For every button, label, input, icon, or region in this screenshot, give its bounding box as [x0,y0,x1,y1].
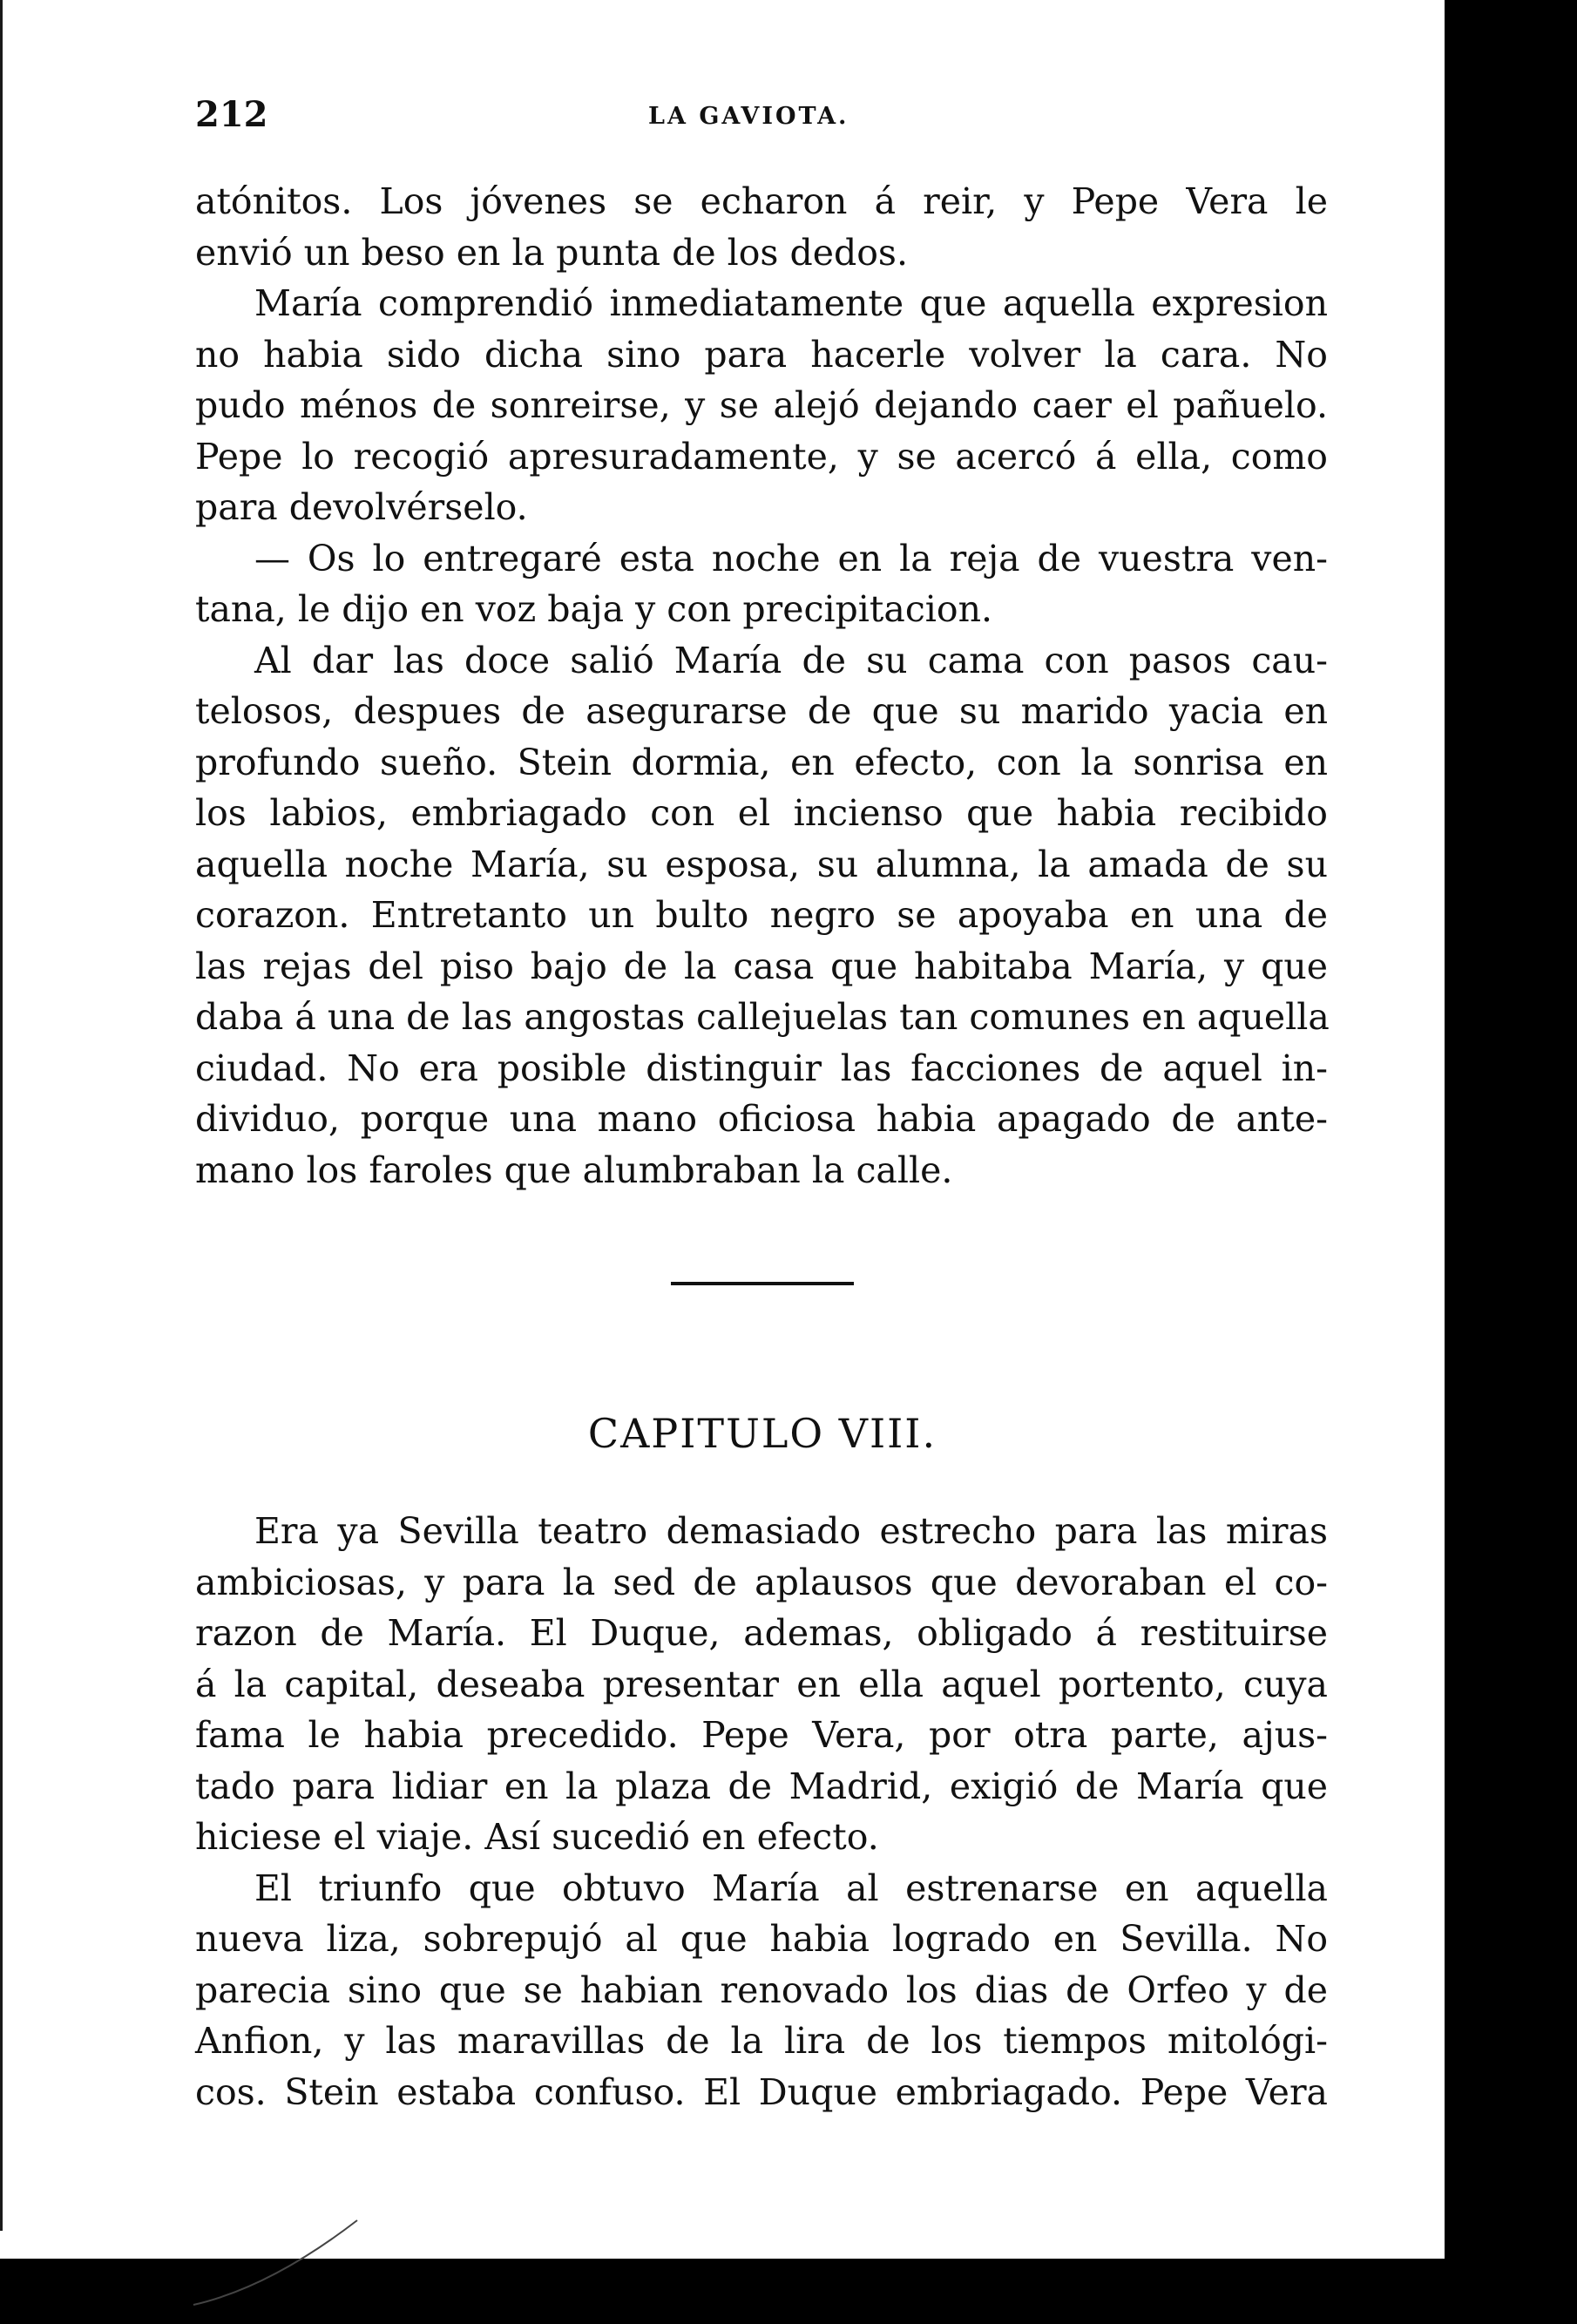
text-line: María comprendió inmediatamente que aquella expresion [254,282,1328,324]
text-line: corazon. Entretanto un bulto negro se apoyaba en una de [195,894,1328,936]
text-line: — Os lo entregaré esta noche en la reja de vuestra ven- [254,537,1328,579]
text-line: á la capital, deseaba presentar en ella aquel portento, cuya [195,1663,1328,1705]
text-line: nueva liza, sobrepujó al que habia logrado en Sevilla. No [195,1918,1328,1960]
text-line: para devolvérselo. [195,486,528,528]
text-line: telosos, despues de asegurarse de que su marido yacia en [195,690,1328,732]
text-line: Era ya Sevilla teatro demasiado estrecho para las miras [254,1510,1328,1552]
text-line: Pepe lo recogió apresuradamente, y se acercó á ella, como [195,435,1328,478]
pencil-stroke-mark [192,2213,366,2309]
text-line: las rejas del piso bajo de la casa que habitaba María, y que [195,945,1328,987]
text-line: no habia sido dicha sino para hacerle volver la cara. No [195,333,1328,376]
text-line: razon de María. El Duque, ademas, obligado á restituirse [195,1612,1328,1654]
page-header [195,94,1328,146]
text-line: profundo sueño. Stein dormia, en efecto, con la sonrisa en [195,741,1328,783]
text-line: Anfion, y las maravillas de la lira de los tiempos mitológi- [195,2020,1328,2062]
text-line: El triunfo que obtuvo María al estrenarse en aquella [254,1867,1328,1909]
text-line: pudo ménos de sonreirse, y se alejó dejando caer el pañuelo. [195,384,1328,426]
chapter-heading: CAPITULO VIII. [587,1410,937,1457]
text-line: tana, le dijo en voz baja y con precipitacion. [195,588,993,630]
text-line: daba á una de las angostas callejuelas tan comunes en aquella [195,996,1330,1038]
text-line: atónitos. Los jóvenes se echaron á reir, y Pepe Vera le [195,180,1328,222]
text-line: aquella noche María, su esposa, su alumna, la amada de su [195,843,1328,885]
page-number: 212 [195,94,268,135]
text-line: dividuo, porque una mano oficiosa habia apagado de ante- [195,1098,1328,1140]
scan-edge-right [1445,0,1577,2324]
body-text-top [195,176,1328,1196]
scan-edge-left [0,0,3,2231]
running-head: LA GAVIOTA. [648,103,849,130]
text-line: tado para lidiar en la plaza de Madrid, exigió de María que [195,1765,1328,1807]
text-line: ambiciosas, y para la sed de aplausos que devoraban el co- [195,1561,1328,1603]
text-line: cos. Stein estaba confuso. El Duque embriagado. Pepe Vera [195,2070,1328,2113]
text-line: Al dar las doce salió María de su cama con pasos cau- [254,639,1328,681]
text-line: los labios, embriagado con el incienso que habia recibido [195,792,1328,834]
text-line: mano los faroles que alumbraban la calle. [195,1148,953,1191]
body-text-chapter [195,1506,1328,2117]
text-line: fama le habia precedido. Pepe Vera, por otra parte, ajus- [195,1714,1328,1756]
text-line: ciudad. No era posible distinguir las facciones de aquel in- [195,1047,1328,1089]
text-line: parecia sino que se habian renovado los dias de Orfeo y de [195,1968,1328,2011]
text-line: envió un beso en la punta de los dedos. [195,231,908,274]
section-divider [671,1282,854,1285]
text-line: hiciese el viaje. Así sucedió en efecto. [195,1816,879,1858]
